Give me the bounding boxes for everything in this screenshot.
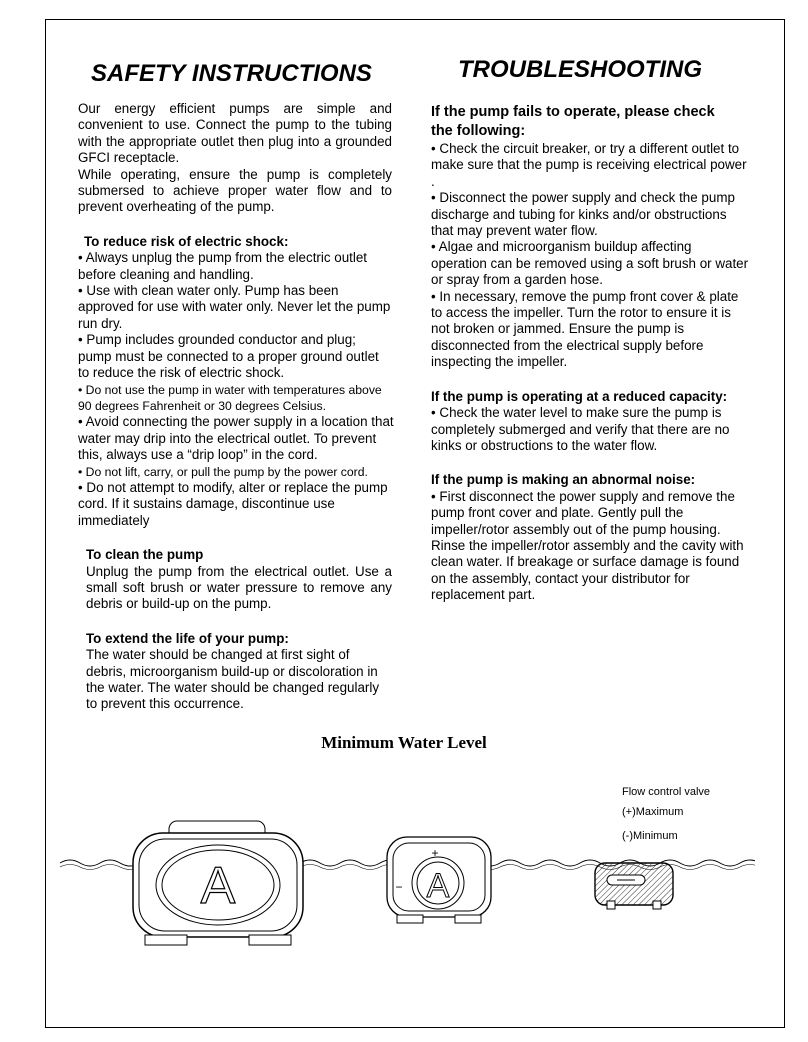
- extend-text: The water should be changed at first sight of debris, microorganism build-up or discoloration in the water. The water should be changed regularly to prevent this occurrence.: [86, 647, 380, 712]
- shock-heading: To reduce risk of electric shock:: [84, 233, 289, 249]
- intro-paragraph-1: Our energy efficient pumps are simple and convenient to use. Connect the pump to the tubing with the appropriate outlet then plug into a grounded GFCI receptacle.: [78, 101, 392, 166]
- fails-item: • Check the circuit breaker, or try a different outlet to make sure that the pump is receiving electrical power .: [431, 141, 747, 189]
- extend-heading: To extend the life of your pump:: [86, 630, 289, 646]
- pump-letter-small: A: [426, 867, 450, 905]
- medium-pump: [387, 837, 491, 923]
- water-level-diagram: [55, 815, 755, 955]
- noise-text: • First disconnect the power supply and remove the pump front cover and plate. Gently pull the impeller/rotor assembly out of the pump housing. Rinse the impeller/rotor assembly and the cavity with clean water. If breakage or surface damage is found on the assembly, contact your distributor for replacement part.: [431, 488, 744, 603]
- shock-item: • Do not use the pump in water with temperatures above 90 degrees Fahrenheit or 30 degrees Celsius.: [78, 382, 382, 413]
- fails-item: • Algae and microorganism buildup affecting operation can be removed using a soft brush or water or spray from a garden hose.: [431, 239, 749, 288]
- minus-sign: −: [395, 880, 403, 894]
- fails-heading: If the pump fails to operate, please check the following:: [431, 104, 715, 139]
- shock-item: • Avoid connecting the power supply in a location that water may drip into the electrical outlet. To prevent this, always use a “drip loop” in the cord.: [78, 414, 394, 463]
- diagram-caption: Minimum Water Level: [321, 733, 487, 752]
- shock-item: • Do not attempt to modify, alter or replace the pump cord. If it sustains damage, discontinue use immediately: [78, 479, 388, 528]
- clean-text: Unplug the pump from the electrical outlet. Use a small soft brush or water pressure to remove any debris or build-up on the pump.: [86, 563, 392, 612]
- shock-item: • Use with clean water only. Pump has been approved for use with water only. Never let the pump run dry.: [78, 283, 391, 331]
- reduced-heading: If the pump is operating at a reduced capacity:: [431, 388, 728, 404]
- reduced-text: • Check the water level to make sure the pump is completely submerged and verify that there are no kinks or obstructions to the water flow.: [431, 405, 730, 453]
- plus-sign: +: [431, 846, 439, 860]
- troubleshooting-column: [431, 103, 751, 604]
- fails-item: • In necessary, remove the pump front cover & plate to access the impeller. Turn the rotor to ensure it is not broken or jammed. Ensure the pump is disconnected from the electrical supply before inspecting the impeller.: [431, 288, 739, 370]
- clean-heading: To clean the pump: [86, 547, 204, 563]
- safety-column: [78, 101, 392, 713]
- intro-paragraph-2: While operating, ensure the pump is completely submersed to achieve proper water flow and to prevent overheating of the pump.: [78, 166, 392, 215]
- shock-item: • Pump includes grounded conductor and plug; pump must be connected to a proper ground outlet to reduce the risk of electric shock.: [78, 332, 379, 381]
- pump-letter: A: [200, 857, 236, 915]
- min-label: (-)Minimum: [622, 830, 678, 842]
- max-label: (+)Maximum: [622, 806, 684, 818]
- troubleshooting-title: TROUBLESHOOTING: [458, 56, 702, 83]
- large-pump: [133, 821, 303, 945]
- shock-item: • Do not lift, carry, or pull the pump by the power cord.: [78, 464, 368, 479]
- flow-control-label: Flow control valve: [622, 786, 711, 798]
- noise-heading: If the pump is making an abnormal noise:: [431, 472, 696, 488]
- safety-title: SAFETY INSTRUCTIONS: [91, 60, 372, 87]
- shock-item: • Always unplug the pump from the electric outlet before cleaning and handling.: [78, 250, 368, 282]
- fails-item: • Disconnect the power supply and check the pump discharge and tubing for kinks and/or obstructions that may prevent water flow.: [431, 190, 735, 239]
- flow-control-valve: [595, 863, 673, 909]
